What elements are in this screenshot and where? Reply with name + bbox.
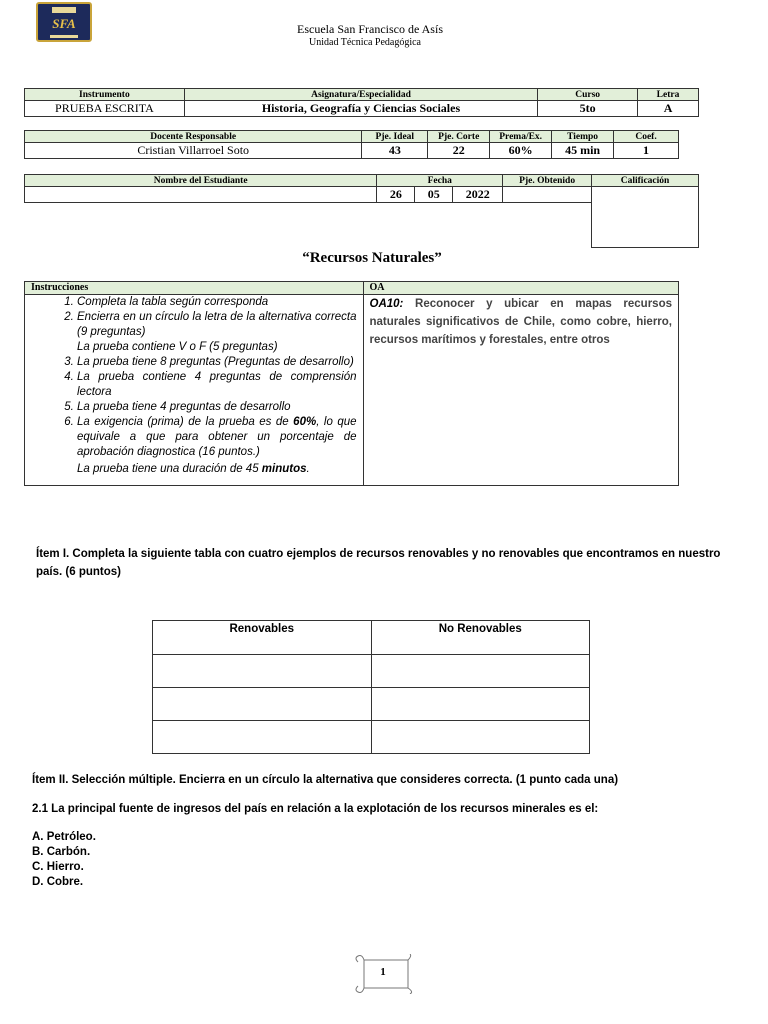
header-calificacion: Calificación	[592, 175, 699, 187]
school-name: Escuela San Francisco de Asís	[297, 22, 443, 36]
value-docente: Cristian Villarroel Soto	[25, 143, 362, 159]
value-tiempo: 45 min	[552, 143, 614, 159]
oa-text: OA10: Reconocer y ubicar en mapas recursos naturales significativos de Chile, como cobre, hierro, recursos marítimos y forestales, entre otros	[369, 298, 672, 346]
page-number: 1	[380, 966, 386, 978]
instructions-table	[24, 281, 679, 486]
value-pje-corte: 22	[428, 143, 490, 159]
oa-header: OA	[363, 282, 678, 295]
instructions-list-cell	[25, 295, 364, 486]
instruction-item: 5. La prueba tiene 4 preguntas de desarrollo	[77, 400, 357, 415]
header-instrumento: Instrumento	[25, 89, 185, 101]
oa-code: OA10:	[369, 298, 404, 310]
item2-prompt: Ítem II. Selección múltiple. Encierra en un círculo la alternativa que consideres correcta. (1 punto cada una)	[32, 774, 619, 786]
table-cell[interactable]	[153, 688, 372, 721]
table-cell[interactable]	[371, 721, 590, 754]
table-cell[interactable]	[371, 655, 590, 688]
header-tiempo: Tiempo	[552, 131, 614, 143]
value-pje-ideal: 43	[362, 143, 428, 159]
header-nombre: Nombre del Estudiante	[25, 175, 377, 187]
item1-prompt: Ítem I. Completa la siguiente tabla con cuatro ejemplos de recursos renovables y no renovables que encontramos en nuestro país. (6 puntos)	[36, 548, 721, 578]
instruction-duration: La prueba tiene una duración de 45 minutos.	[77, 463, 310, 475]
oa-cell	[363, 295, 678, 486]
student-name-field[interactable]	[25, 187, 377, 203]
value-prema: 60%	[490, 143, 552, 159]
header-pje-ideal: Pje. Ideal	[362, 131, 428, 143]
value-asignatura: Historia, Geografía y Ciencias Sociales	[184, 101, 537, 117]
instruction-subline: La prueba contiene V o F (5 preguntas)	[77, 341, 278, 353]
question-2-1: 2.1 La principal fuente de ingresos del país en relación a la explotación de los recursos minerales es el:	[32, 803, 599, 815]
instruction-item: 4. La prueba contiene 4 preguntas de comprensión lectora	[77, 370, 357, 400]
header-prema: Prema/Ex.	[490, 131, 552, 143]
instruction-item: 6. La exigencia (prima) de la prueba es de 60%, lo que equivale a que para obtener un porcentaje de aprobación diagnostica (16 puntos.)	[77, 415, 357, 460]
instructions-list	[25, 295, 363, 462]
date-day: 26	[377, 187, 415, 203]
header-fecha: Fecha	[377, 175, 503, 187]
value-instrumento: PRUEBA ESCRITA	[25, 101, 185, 117]
date-year: 2022	[453, 187, 503, 203]
header-asignatura: Asignatura/Especialidad	[184, 89, 537, 101]
col-renovables: Renovables	[153, 621, 372, 655]
value-curso: 5to	[538, 101, 638, 117]
instruction-item: 3. La prueba tiene 8 preguntas (Preguntas de desarrollo)	[77, 355, 357, 370]
option-a[interactable]: A. Petróleo.	[32, 831, 96, 843]
table-cell[interactable]	[153, 721, 372, 754]
table-cell[interactable]	[153, 655, 372, 688]
table-cell[interactable]	[371, 688, 590, 721]
header-docente: Docente Responsable	[25, 131, 362, 143]
grade-box[interactable]	[592, 187, 699, 248]
date-month: 05	[415, 187, 453, 203]
student-table	[24, 174, 699, 248]
value-letra: A	[638, 101, 699, 117]
header-curso: Curso	[538, 89, 638, 101]
instructions-header: Instrucciones	[25, 282, 364, 295]
option-b[interactable]: B. Carbón.	[32, 846, 91, 858]
instruction-item: 1. Completa la tabla según corresponda	[77, 295, 357, 310]
teacher-table	[24, 130, 679, 159]
score-field[interactable]	[503, 187, 592, 203]
header-coef: Coef.	[614, 131, 679, 143]
option-d[interactable]: D. Cobre.	[32, 876, 84, 888]
header-pje-obtenido: Pje. Obtenido	[503, 175, 592, 187]
instruction-item: 2. Encierra en un círculo la letra de la alternativa correcta (9 preguntas) La prueba contiene V o F (5 preguntas)	[77, 310, 357, 355]
exam-title: “Recursos Naturales”	[302, 250, 442, 266]
col-no-renovables: No Renovables	[371, 621, 590, 655]
instrument-table	[24, 88, 699, 117]
header-letra: Letra	[638, 89, 699, 101]
logo-mark: SFA	[52, 16, 76, 31]
value-coef: 1	[614, 143, 679, 159]
unit-name: Unidad Técnica Pedagógica	[309, 37, 421, 48]
header-pje-corte: Pje. Corte	[428, 131, 490, 143]
resources-table	[152, 620, 590, 754]
option-c[interactable]: C. Hierro.	[32, 861, 84, 873]
